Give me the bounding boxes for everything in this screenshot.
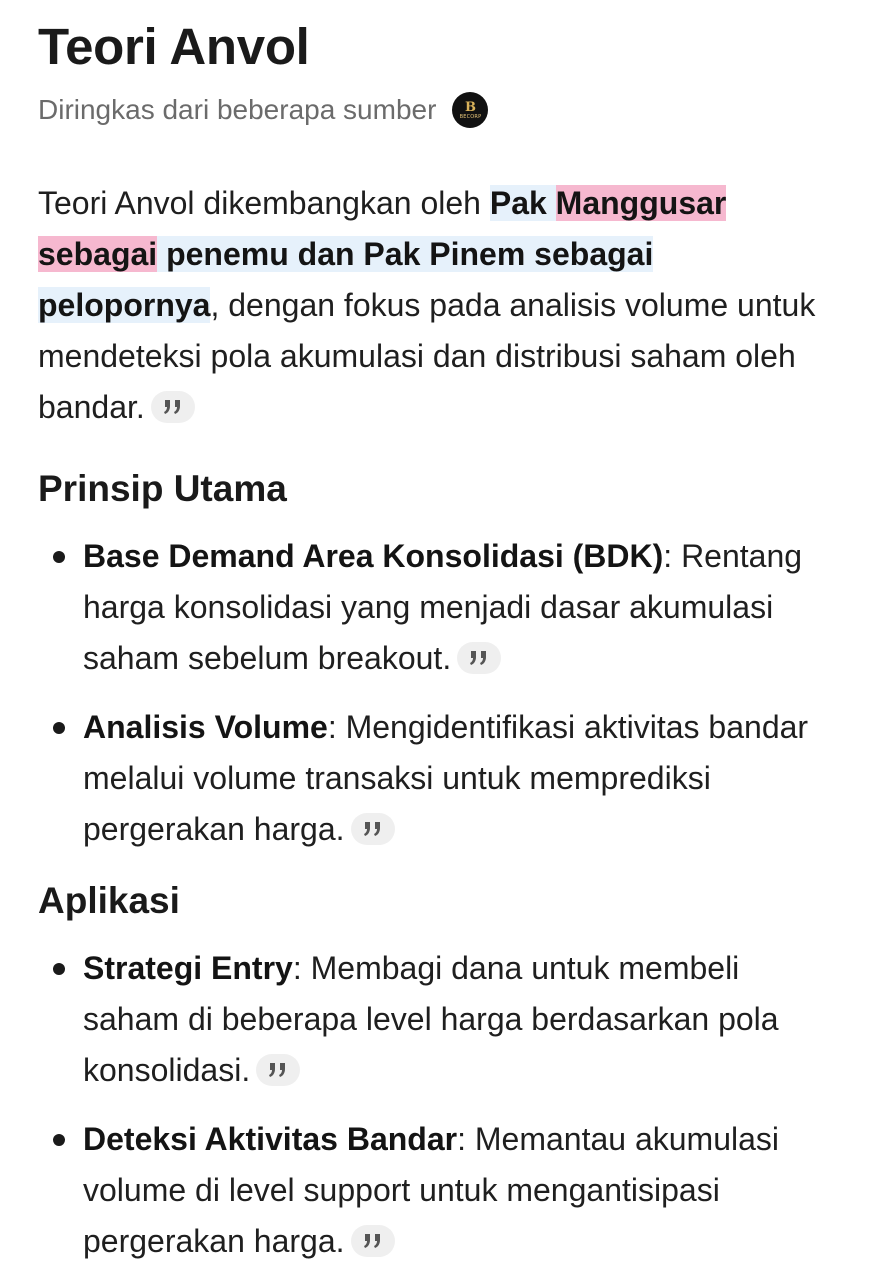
bullet-list-prinsip-utama [38,531,838,855]
list-item-term: Base Demand Area Konsolidasi (BDK) [83,538,664,574]
list-item-text: : Memantau akumulasi volume di level support untuk mengantisipasi pergerakan harga. [83,1121,779,1259]
page-title: Teori Anvol [38,18,310,75]
list-item-term: Deteksi Aktivitas Bandar [83,1121,458,1157]
section-heading-aplikasi: Aplikasi [38,880,180,921]
source-logo-word: BECORP [459,113,482,120]
page-subtitle: Diringkas dari beberapa sumber [38,94,437,125]
highlight-pink: sebagai [38,236,158,272]
bullet-dot-icon [53,722,65,734]
quote-icon[interactable] [151,391,195,423]
list-item-text: : Mengidentifikasi aktivitas bandar melalui volume transaksi untuk memprediksi pergerakan harga. [83,709,809,847]
source-logo-mark: B [464,99,476,115]
highlight-blue: Pak [489,185,556,221]
list-item [38,943,838,1096]
list-item-term: Strategi Entry [83,950,293,986]
quote-icon[interactable] [457,642,501,674]
intro-text-before: Teori Anvol dikembangkan oleh [38,185,490,221]
subtitle-row [38,90,838,130]
source-logo-icon[interactable] [452,92,488,128]
bullet-dot-icon [53,1134,65,1146]
list-item-text: : Rentang harga konsolidasi yang menjadi dasar akumulasi saham sebelum breakout. [83,538,803,676]
bullet-dot-icon [53,963,65,975]
intro-text-after: , dengan fokus pada analisis volume untuk mendeteksi pola akumulasi dan distribusi saham oleh bandar. [38,287,816,425]
list-item [38,531,838,684]
highlight-pink: Manggusar [555,185,727,221]
list-item [38,702,838,855]
quote-icon[interactable] [351,1225,395,1257]
list-item-term: Analisis Volume [83,709,328,745]
bullet-dot-icon [53,551,65,563]
list-item [38,1114,838,1267]
intro-paragraph [38,178,838,433]
quote-icon[interactable] [351,813,395,845]
highlight-blue: penemu dan Pak Pinem sebagai pelopornya [38,236,654,323]
quote-icon[interactable] [256,1054,300,1086]
section-heading-prinsip-utama: Prinsip Utama [38,468,287,509]
list-item-text: : Membagi dana untuk membeli saham di beberapa level harga berdasarkan pola konsolidasi. [83,950,779,1088]
bullet-list-aplikasi [38,943,838,1267]
